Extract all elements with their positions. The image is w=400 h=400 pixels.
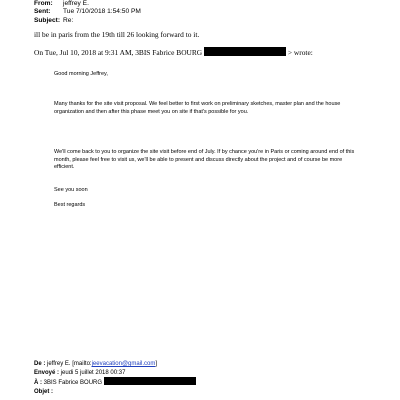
quote-intro-suffix: > wrote:: [287, 48, 313, 57]
envoye-row: [34, 369, 196, 378]
sent-label: Sent:: [34, 8, 51, 16]
de-row: [34, 360, 196, 369]
a-value: 3BIS Fabrice BOURG: [43, 380, 103, 387]
a-row: [34, 377, 196, 388]
quote-intro: [34, 47, 313, 57]
subject-row: [34, 17, 141, 25]
reply-text: ill be in paris from the 19th till 26 looking forward to it.: [34, 30, 200, 39]
de-name: jeffrey E. [mailto:: [47, 361, 92, 367]
a-label: À :: [34, 380, 42, 387]
envoye-value: jeudi 5 juillet 2018 00:37: [60, 369, 126, 376]
quoted-paragraph-1: Many thanks for the site visit proposal. We feel better to first work on preliminary sketches, master plan and the house organization and then after this phase meet you on site if that's possible for you.: [54, 101, 341, 115]
sent-row: [34, 8, 141, 16]
from-row: [34, 0, 141, 8]
from-value: jeffrey E.: [63, 0, 89, 7]
subject-value: Re:: [63, 16, 74, 24]
envoye-label: Envoyé :: [34, 369, 60, 376]
sender-email-link[interactable]: jeevacation@gmail.com: [91, 361, 156, 367]
sent-value: Tue 7/10/2018 1:54:50 PM: [63, 8, 141, 16]
quoted-paragraph-2: We'll come back to you to organize the site visit before end of July. If by chance you're in Paris or coming around end of this month, please feel free to visit us, we'll be able to present and discuss directly about the project and of course be more efficient.: [54, 149, 355, 171]
quoted-see-you: See you soon: [54, 187, 88, 193]
objet-label: Objet :: [34, 388, 53, 395]
quoted-greeting: Good morning Jeffrey,: [54, 71, 108, 77]
from-label: From:: [34, 0, 53, 7]
subject-label: Subject:: [34, 16, 61, 24]
email-header: [34, 0, 141, 25]
quoted-closing: Best regards: [54, 202, 86, 208]
quote-intro-prefix: On Tue, Jul 10, 2018 at 9:31 AM, 3BIS Fabrice BOURG: [34, 48, 203, 57]
redaction-bar: [104, 377, 196, 385]
forwarded-header: [34, 360, 196, 396]
redaction-bar: [204, 47, 286, 56]
de-label: De :: [34, 361, 46, 367]
de-close: ]: [155, 361, 158, 367]
objet-row: [34, 388, 196, 397]
